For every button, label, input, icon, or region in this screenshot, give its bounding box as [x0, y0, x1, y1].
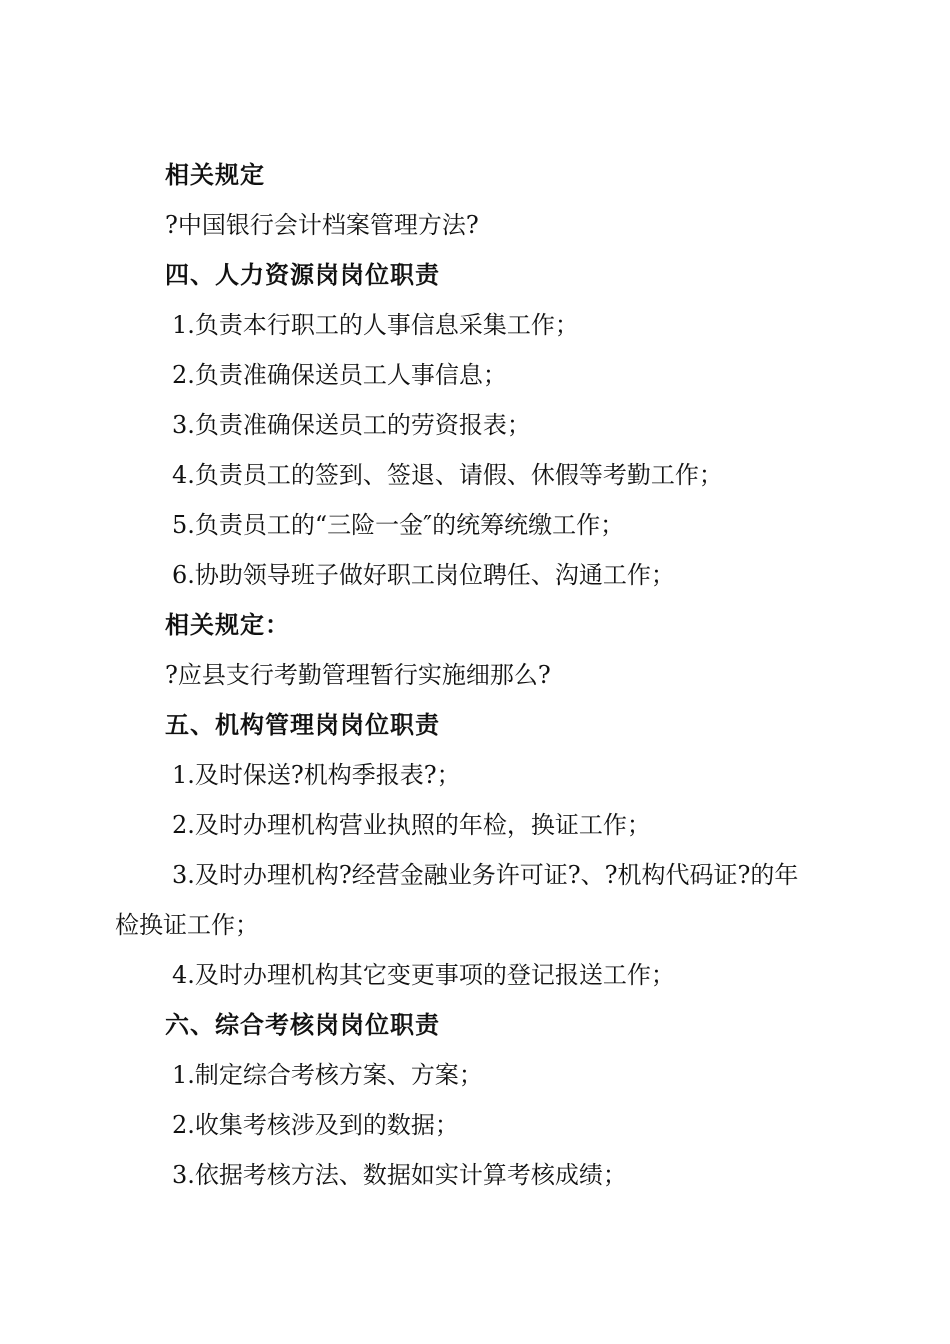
list-item: 3.负责准确保送员工的劳资报表；	[172, 411, 531, 439]
regulation-title: ?中国银行会计档案管理方法?	[165, 211, 479, 239]
list-item: 3.及时办理机构?经营金融业务许可证?、?机构代码证?的年	[172, 861, 799, 889]
list-item-continuation: 检换证工作；	[115, 911, 259, 939]
list-item: 2.收集考核涉及到的数据；	[172, 1111, 459, 1139]
list-item: 1.负责本行职工的人事信息采集工作；	[172, 311, 579, 339]
list-item: 5.负责员工的“三险一金″的统筹统缴工作；	[172, 511, 625, 539]
list-item: 1.及时保送?机构季报表?；	[172, 761, 461, 789]
list-item: 3.依据考核方法、数据如实计算考核成绩；	[172, 1161, 627, 1189]
regulation-title: ?应县支行考勤管理暂行实施细那么?	[165, 661, 551, 689]
section-org-management-heading: 五、机构管理岗岗位职责	[165, 711, 440, 739]
section-related-rules-heading: 相关规定	[165, 161, 265, 189]
list-item: 6.协助领导班子做好职工岗位聘任、沟通工作；	[172, 561, 675, 589]
list-item: 2.负责准确保送员工人事信息；	[172, 361, 507, 389]
list-item: 2.及时办理机构营业执照的年检，换证工作；	[172, 811, 651, 839]
section-hr-heading: 四、人力资源岗岗位职责	[165, 261, 440, 289]
list-item: 4.及时办理机构其它变更事项的登记报送工作；	[172, 961, 675, 989]
section-assessment-heading: 六、综合考核岗岗位职责	[165, 1011, 440, 1039]
list-item: 1.制定综合考核方案、方案；	[172, 1061, 483, 1089]
list-item: 4.负责员工的签到、签退、请假、休假等考勤工作；	[172, 461, 723, 489]
section-related-rules-heading: 相关规定：	[165, 611, 290, 639]
